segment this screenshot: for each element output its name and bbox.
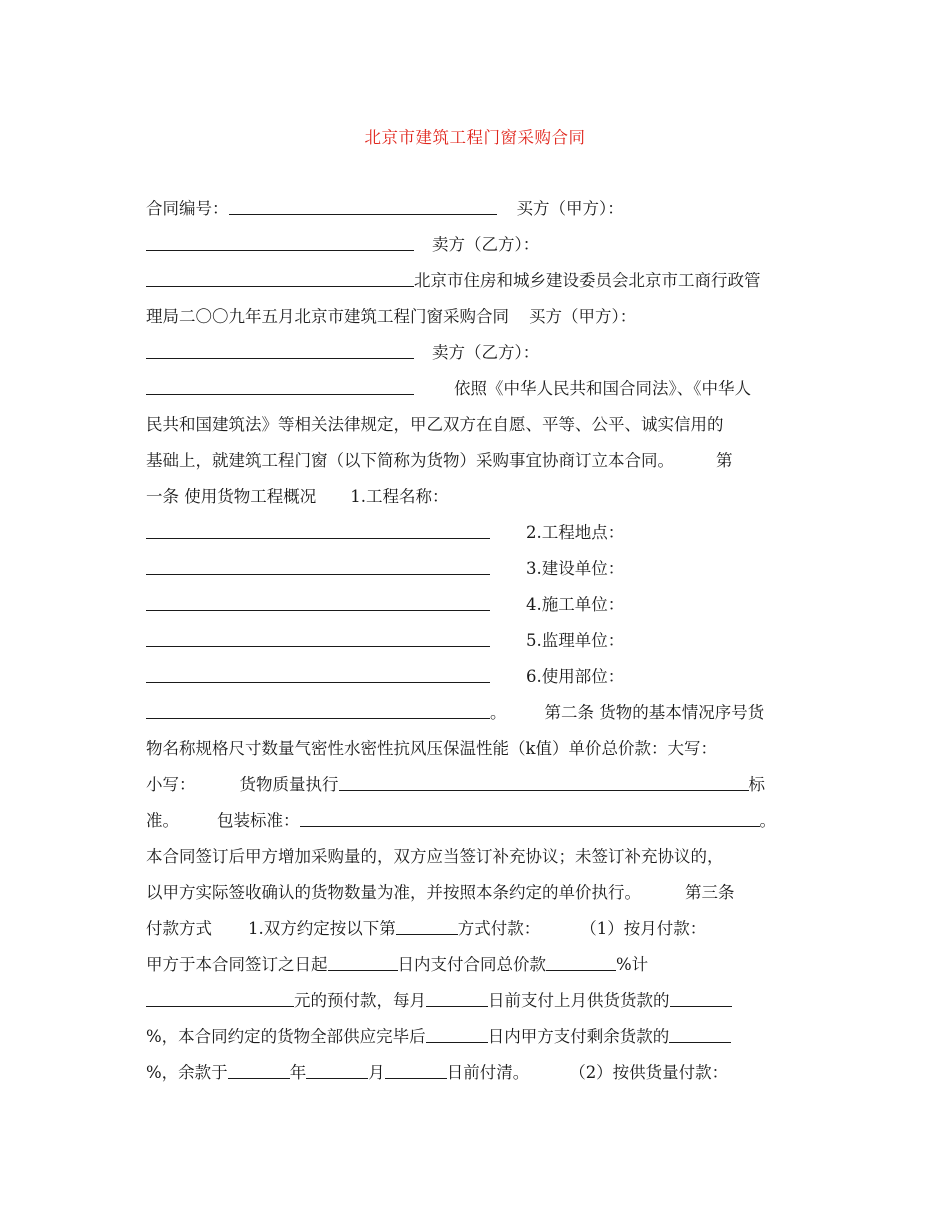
month-label: 月 bbox=[368, 1063, 385, 1082]
quality-standard-label: 货物质量执行 bbox=[239, 775, 339, 794]
day-blank[interactable] bbox=[385, 1062, 447, 1079]
paragraph-line bbox=[146, 486, 810, 508]
supply-payment-label: （2）按供货量付款： bbox=[569, 1063, 729, 1082]
buyer-label: 买方（甲方）： bbox=[516, 199, 624, 218]
paragraph-line bbox=[146, 378, 810, 400]
packaging-standard-blank[interactable] bbox=[300, 810, 760, 827]
project-location-label: 2.工程地点： bbox=[526, 523, 625, 542]
period: 。 bbox=[759, 811, 776, 830]
prepayment-days-blank[interactable] bbox=[328, 954, 398, 971]
completion-text-2: 日内甲方支付剩余货款的 bbox=[487, 1027, 670, 1046]
monthly-text-2: 日前支付上月供货货款的 bbox=[488, 991, 670, 1010]
buyer-label: 买方（甲方）： bbox=[529, 307, 637, 326]
paragraph-line bbox=[146, 882, 810, 904]
year-blank[interactable] bbox=[228, 1062, 290, 1079]
project-location-blank[interactable] bbox=[146, 558, 490, 575]
paragraph-line bbox=[146, 846, 810, 868]
project-name-label: 1.工程名称： bbox=[350, 487, 449, 506]
document-title: 北京市建筑工程门窗采购合同 bbox=[364, 128, 586, 147]
paragraph-line bbox=[146, 450, 810, 472]
preamble-text-cont: 民共和国建筑法》等相关法律规定，甲乙双方在自愿、平等、公平、诚实信用的 bbox=[146, 415, 724, 434]
paragraph-line bbox=[146, 1062, 810, 1084]
goods-table-header-text: 物名称规格尺寸数量气密性水密性抗风压保温性能（k值）单价总价款：大写： bbox=[146, 739, 717, 758]
month-blank[interactable] bbox=[306, 1062, 368, 1079]
buyer-name-blank[interactable] bbox=[146, 234, 414, 251]
prepayment-percent-blank[interactable] bbox=[546, 954, 616, 971]
paragraph-line bbox=[146, 270, 810, 292]
paragraph-line bbox=[146, 918, 810, 940]
prepayment-text: 甲方于本合同签订之日起 bbox=[146, 955, 328, 974]
project-field-line bbox=[146, 558, 810, 580]
seller-name-blank[interactable] bbox=[146, 378, 414, 395]
supervisor-blank[interactable] bbox=[146, 666, 490, 683]
monthly-day-blank[interactable] bbox=[426, 990, 488, 1007]
developer-label: 3.建设单位： bbox=[526, 559, 625, 578]
paragraph-line bbox=[146, 810, 810, 832]
payment-option-text: 1.双方约定按以下第 bbox=[248, 919, 396, 938]
standard-char: 标 bbox=[748, 775, 765, 794]
seller-line bbox=[146, 342, 810, 364]
article-1-heading: 一条 使用货物工程概况 bbox=[146, 487, 317, 506]
issuer-text-cont: 理局二〇〇九年五月北京市建筑工程门窗采购合同 bbox=[146, 307, 509, 326]
project-field-line bbox=[146, 630, 810, 652]
contract-number-blank[interactable] bbox=[229, 198, 497, 215]
paragraph-line bbox=[146, 738, 810, 760]
usage-location-label: 6.使用部位： bbox=[526, 667, 625, 686]
seller-line bbox=[146, 234, 810, 256]
preamble-text: 依照《中华人民共和国合同法》、《中华人 bbox=[454, 379, 751, 398]
article-1-start: 第 bbox=[716, 451, 733, 470]
percent-label: %计 bbox=[616, 955, 649, 974]
buyer-name-blank[interactable] bbox=[146, 342, 414, 359]
project-field-line bbox=[146, 522, 810, 544]
payment-option-blank[interactable] bbox=[396, 918, 458, 935]
usage-location-blank[interactable] bbox=[146, 702, 490, 719]
small-amount-label: 小写： bbox=[146, 775, 196, 794]
preamble-text-end: 基础上，就建筑工程门窗（以下简称为货物）采购事宜协商订立本合同。 bbox=[146, 451, 674, 470]
contract-number-line bbox=[146, 198, 810, 220]
project-field-line bbox=[146, 594, 810, 616]
monthly-percent-blank[interactable] bbox=[670, 990, 732, 1007]
paragraph-line bbox=[146, 1026, 810, 1048]
paragraph-line bbox=[146, 954, 810, 976]
paragraph-line bbox=[146, 990, 810, 1012]
balance-text: %，余款于 bbox=[146, 1063, 228, 1082]
year-label: 年 bbox=[289, 1063, 307, 1082]
article-2-heading: 第二条 货物的基本情况序号货 bbox=[544, 703, 765, 722]
seller-name-blank[interactable] bbox=[146, 270, 414, 287]
paragraph-line bbox=[146, 702, 810, 724]
paragraph-line bbox=[146, 306, 810, 328]
prepayment-text-2: 日内支付合同总价款 bbox=[397, 955, 546, 974]
contractor-blank[interactable] bbox=[146, 630, 490, 647]
monthly-text: 元的预付款，每月 bbox=[294, 991, 426, 1010]
contract-number-label: 合同编号： bbox=[146, 199, 229, 218]
payment-option-suffix: 方式付款： bbox=[457, 919, 541, 938]
completion-days-blank[interactable] bbox=[426, 1026, 488, 1043]
seller-label: 卖方（乙方）： bbox=[432, 343, 540, 362]
paragraph-line bbox=[146, 414, 810, 436]
standard-end: 准。 bbox=[146, 811, 179, 830]
period: 。 bbox=[490, 703, 507, 722]
supplement-text-cont: 以甲方实际签收确认的货物数量为准，并按照本条约定的单价执行。 bbox=[146, 883, 641, 902]
quality-standard-blank[interactable] bbox=[339, 774, 749, 791]
developer-blank[interactable] bbox=[146, 594, 490, 611]
contractor-label: 4.施工单位： bbox=[526, 595, 625, 614]
supplement-text: 本合同签订后甲方增加采购量的，双方应当签订补充协议；未签订补充协议的， bbox=[146, 847, 724, 866]
paragraph-line bbox=[146, 774, 810, 796]
completion-text: %，本合同约定的货物全部供应完毕后 bbox=[146, 1027, 426, 1046]
remaining-percent-blank[interactable] bbox=[669, 1026, 731, 1043]
project-field-line bbox=[146, 666, 810, 688]
supervisor-label: 5.监理单位： bbox=[526, 631, 625, 650]
article-3-start: 第三条 bbox=[685, 883, 735, 902]
seller-label: 卖方（乙方）： bbox=[432, 235, 540, 254]
packaging-standard-label: 包装标准： bbox=[217, 811, 300, 830]
monthly-payment-label: （1）按月付款： bbox=[580, 919, 707, 938]
prepayment-amount-blank[interactable] bbox=[146, 990, 294, 1007]
project-name-blank[interactable] bbox=[146, 522, 490, 539]
issuer-text: 北京市住房和城乡建设委员会北京市工商行政管 bbox=[414, 271, 761, 290]
payment-method-heading: 付款方式 bbox=[146, 919, 212, 938]
day-label: 日前付清。 bbox=[446, 1063, 530, 1082]
